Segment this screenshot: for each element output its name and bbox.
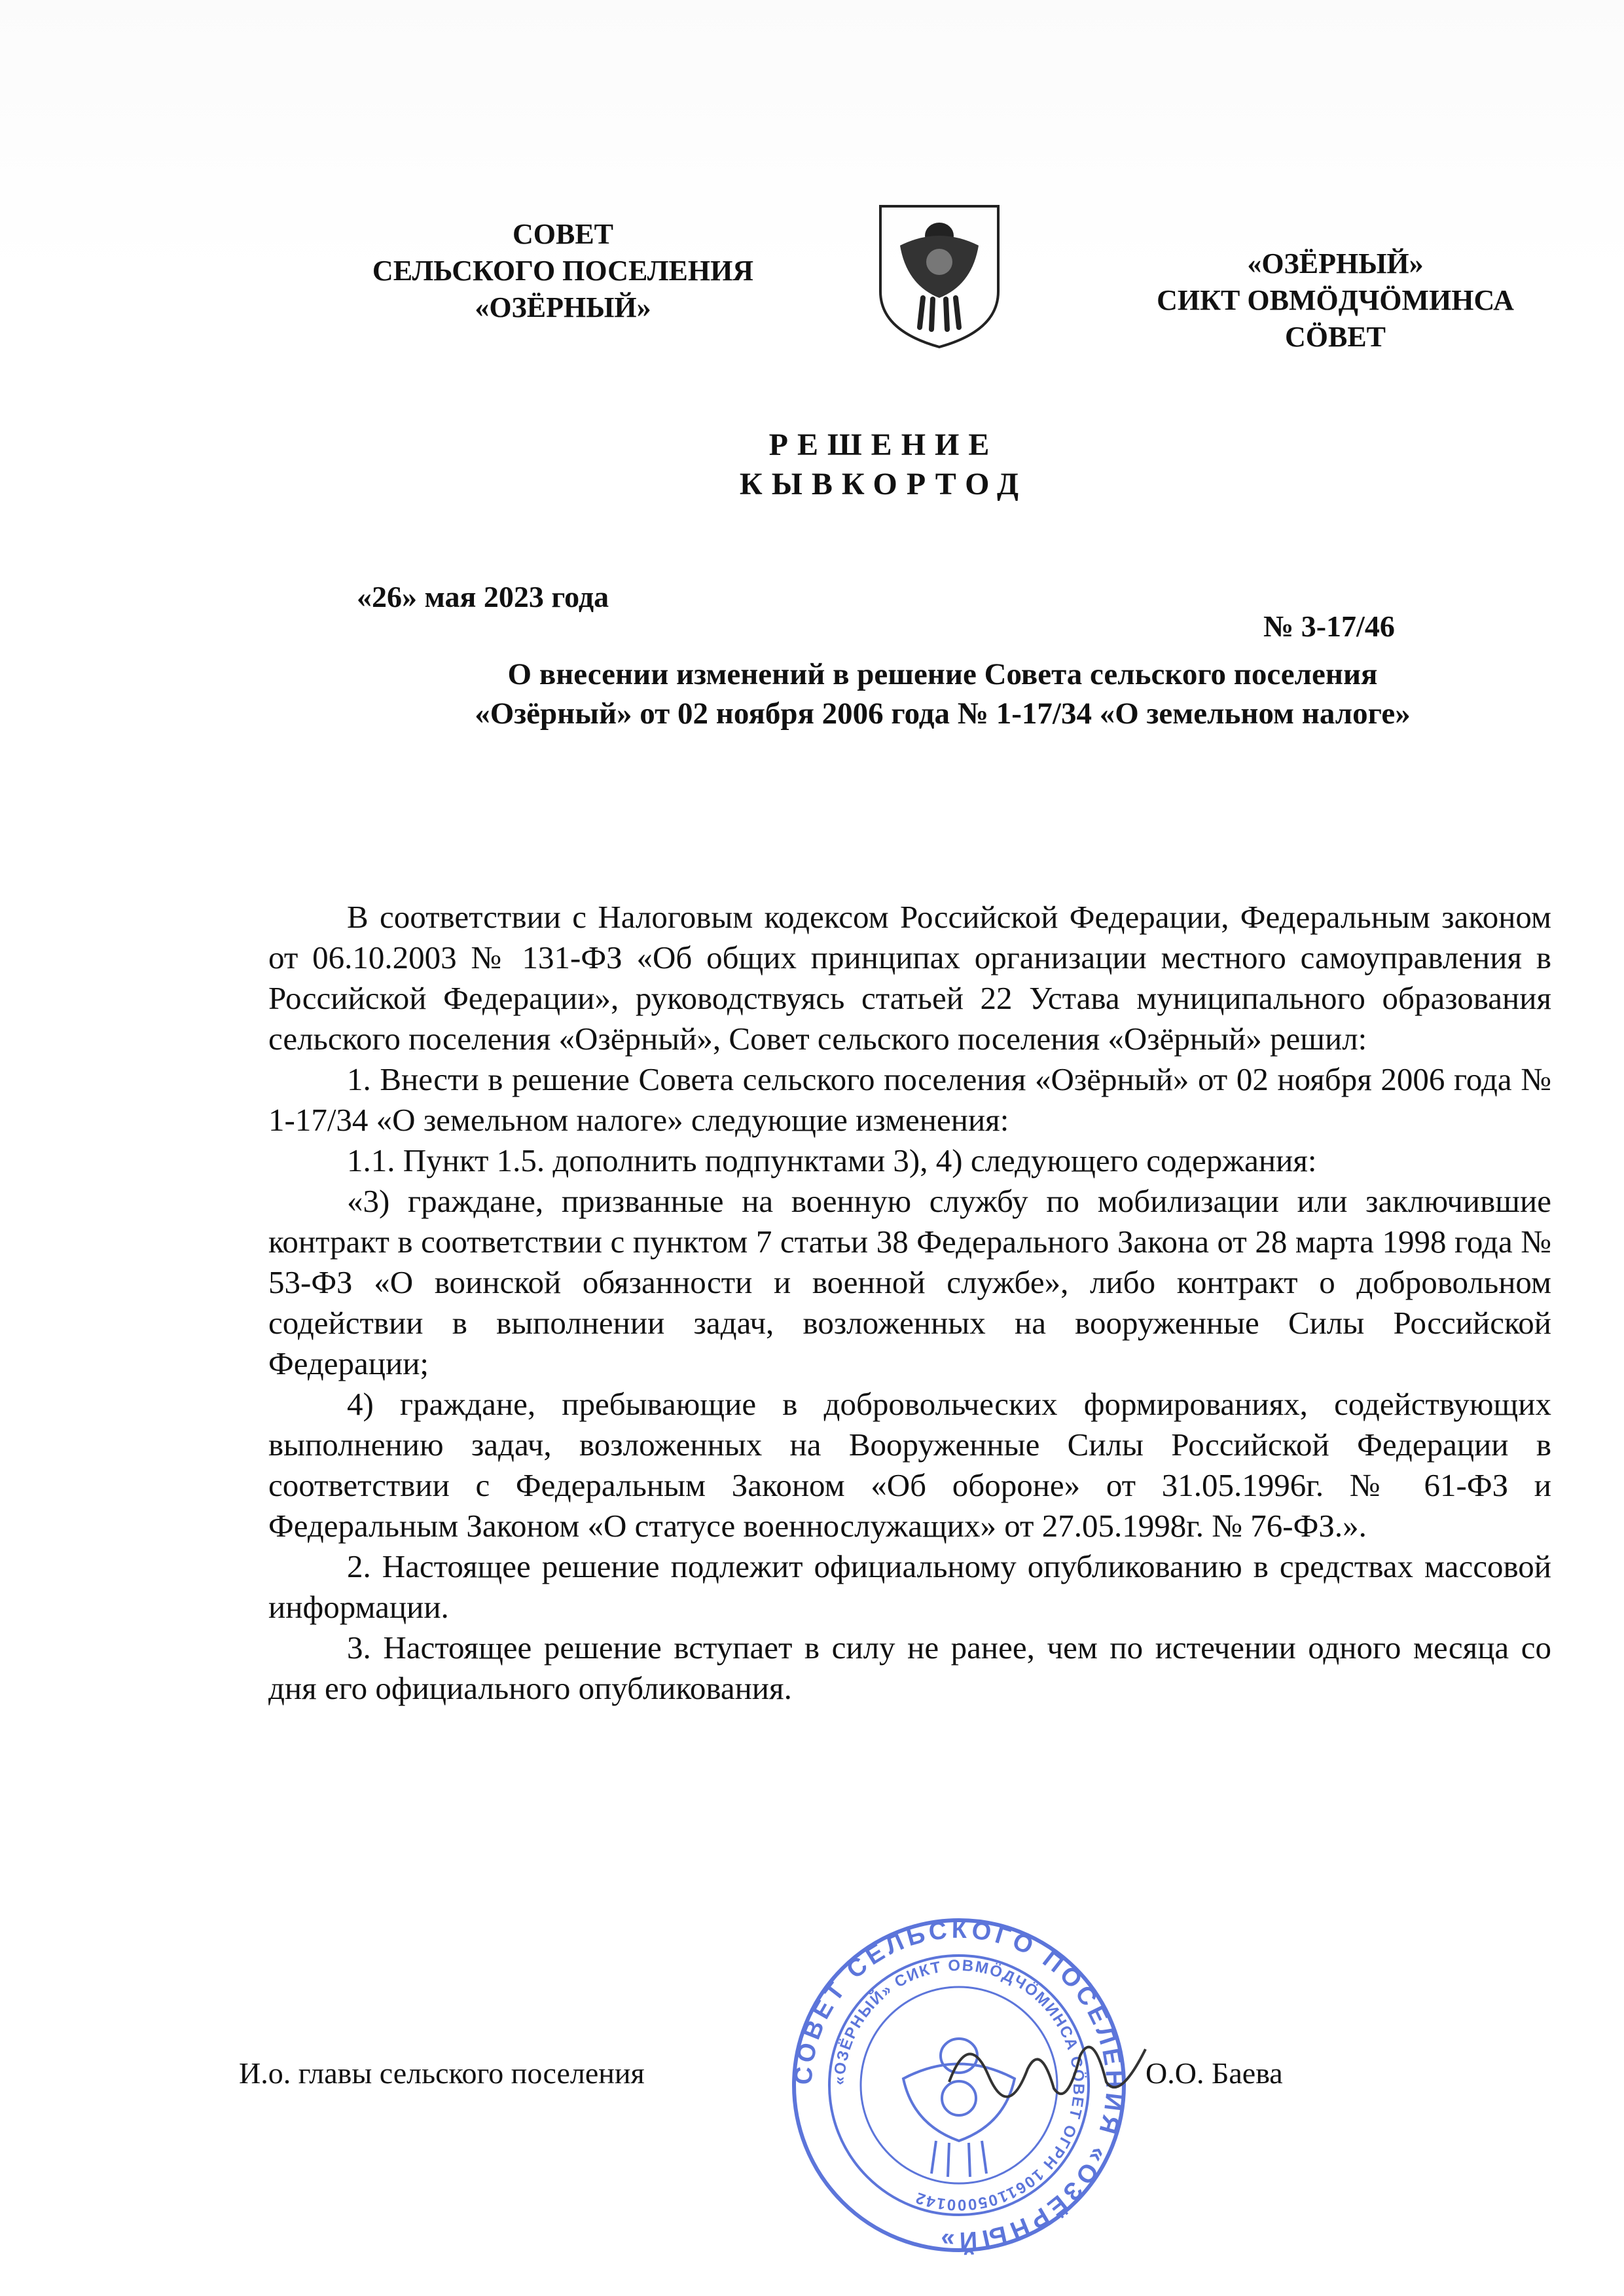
body-paragraph: 2. Настоящее решение подлежит официальному опубликованию в средствах массовой информации.	[268, 1548, 1551, 1625]
document-title	[720, 426, 1047, 504]
header-left-line-3: «ОЗЁРНЫЙ»	[475, 291, 651, 323]
body-paragraph: 1.1. Пункт 1.5. дополнить подпунктами 3), 4) следующего содержания:	[347, 1142, 1317, 1178]
body-paragraph: 4) граждане, пребывающие в добровольческих формированиях, содействующих выполнению задач, возложенных на Вооруженные Силы Российской Федерации в соответствии с Федеральным Законом «Об обороне» от 31.05.1996г. № 61-ФЗ и Федеральным Законом «О статусе военнослужащих» от 27.05.1998г. № 76-ФЗ.».	[268, 1386, 1551, 1544]
header-right	[1080, 246, 1591, 355]
header-right-line-1: «ОЗЁРНЫЙ»	[1247, 247, 1424, 280]
seal-outer-text: СОВЕТ СЕЛЬСКОГО ПОСЕЛЕНИЯ «ОЗЁРНЫЙ»	[789, 1916, 1128, 2255]
body-paragraph: 3. Настоящее решение вступает в силу не ранее, чем по истечении одного месяца со дня его официального опубликования.	[268, 1630, 1551, 1706]
document-number: № 3-17/46	[1263, 610, 1395, 643]
header-left	[308, 216, 818, 326]
body-paragraph: В соответствии с Налоговым кодексом Российской Федерации, Федеральным законом от 06.10.2003 № 131-ФЗ «Об общих принципах организации местного самоуправления в Российской Федерации», руководствуясь статьей 22 Устава муниципального образования сельского поселения «Озёрный», Совет сельского поселения «Озёрный» решил:	[268, 899, 1551, 1057]
title-komi: КЫВКОРТОД	[739, 467, 1028, 501]
document-body	[268, 897, 1551, 1709]
header-left-line-2: СЕЛЬСКОГО ПОСЕЛЕНИЯ	[372, 255, 754, 287]
seal-inner-text: «ОЗЁРНЫЙ» СИКТ ОВМÖДЧÖМИНСА СÖВЕТ ОГРН 1061105000142	[830, 1956, 1088, 2214]
header-right-line-3: СÖВЕТ	[1284, 321, 1386, 353]
title-russian: РЕШЕНИЕ	[768, 428, 999, 462]
coat-of-arms-icon	[874, 200, 1005, 350]
document-subject	[353, 655, 1532, 733]
signature-name: О.О. Баева	[1146, 2056, 1283, 2090]
body-paragraph: «3) граждане, призванные на военную службу по мобилизации или заключившие контракт в соответствии с пунктом 7 статьи 38 Федерального Закона от 28 марта 1998 года № 53-ФЗ «О воинской обязанности и военной службе», либо контракт о добровольном содействии в выполнении задач, возложенных на вооруженные Силы Российской Федерации;	[268, 1183, 1551, 1381]
body-paragraph: 1. Внести в решение Совета сельского поселения «Озёрный» от 02 ноября 2006 года № 1-17/34 «О земельном налоге» следующие изменения:	[268, 1061, 1551, 1138]
signature-label: И.о. главы сельского поселения	[239, 2056, 645, 2090]
header-left-line-1: СОВЕТ	[512, 218, 614, 250]
header-right-line-2: СИКТ ОВМÖДЧÖМИНСА	[1157, 284, 1514, 316]
document-date: «26» мая 2023 года	[357, 580, 609, 613]
subject-line-1: О внесении изменений в решение Совета сельского поселения	[507, 657, 1378, 691]
handwritten-signature	[943, 2016, 1152, 2115]
subject-line-2: «Озёрный» от 02 ноября 2006 года № 1-17/34 «О земельном налоге»	[475, 697, 1411, 731]
